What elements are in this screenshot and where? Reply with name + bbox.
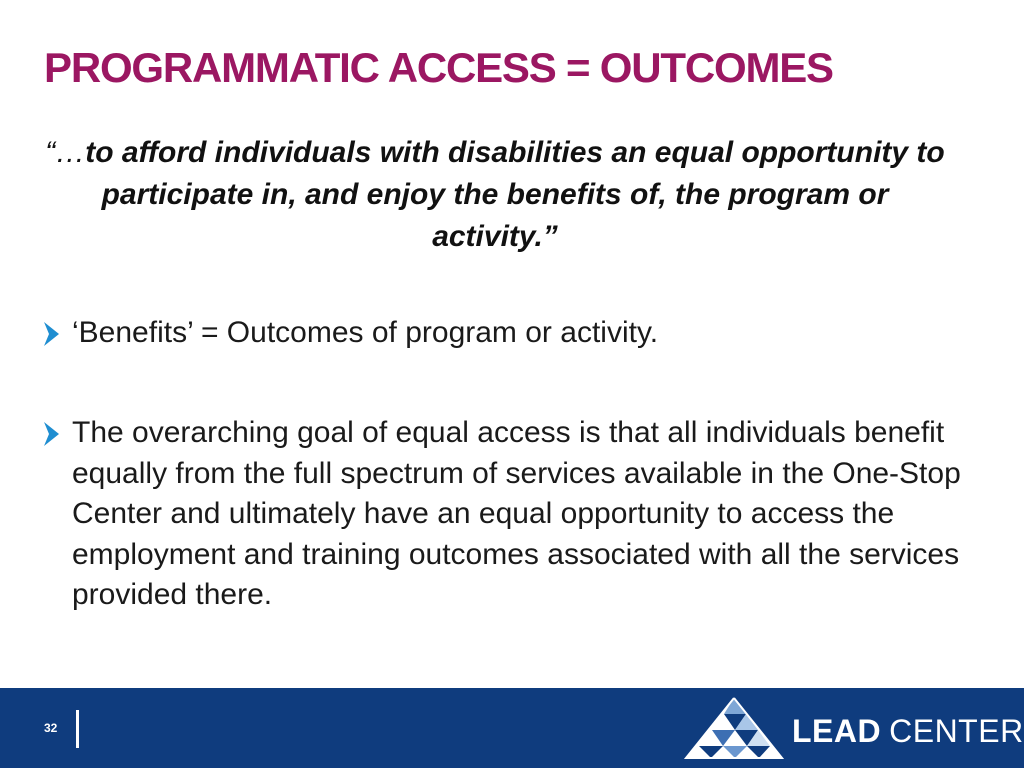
logo-wordmark bbox=[792, 713, 1024, 750]
chevron-right-icon bbox=[42, 313, 72, 352]
quote bbox=[40, 132, 950, 258]
bullet-text: ‘Benefits’ = Outcomes of program or activity. bbox=[72, 316, 659, 349]
lead-center-triangle-logo-icon bbox=[684, 696, 784, 762]
page-number: 32 bbox=[44, 721, 58, 735]
logo-word-lead: LEAD bbox=[792, 713, 882, 749]
lead-center-logo bbox=[684, 696, 1024, 762]
footer-bar bbox=[0, 688, 1024, 768]
quote-ellipsis: “… bbox=[45, 136, 86, 169]
quote-text: to afford individuals with disabilities an equal opportunity to participate in, and enjoy the benefits of, the program or activity.” bbox=[85, 136, 945, 253]
bullet-text: The overarching goal of equal access is that all individuals benefit equally from the full spectrum of services available in the One-Stop Center and ultimately have an equal opportunity to access the employment and training outcomes associated with all the services provided there. bbox=[72, 416, 961, 611]
logo-word-center: CENTER bbox=[889, 713, 1024, 749]
chevron-right-icon bbox=[42, 413, 72, 452]
bullet-item bbox=[42, 413, 972, 616]
page-divider bbox=[76, 710, 79, 748]
slide-title: PROGRAMMATIC ACCESS = OUTCOMES bbox=[44, 44, 833, 91]
bullet-item bbox=[42, 313, 972, 354]
